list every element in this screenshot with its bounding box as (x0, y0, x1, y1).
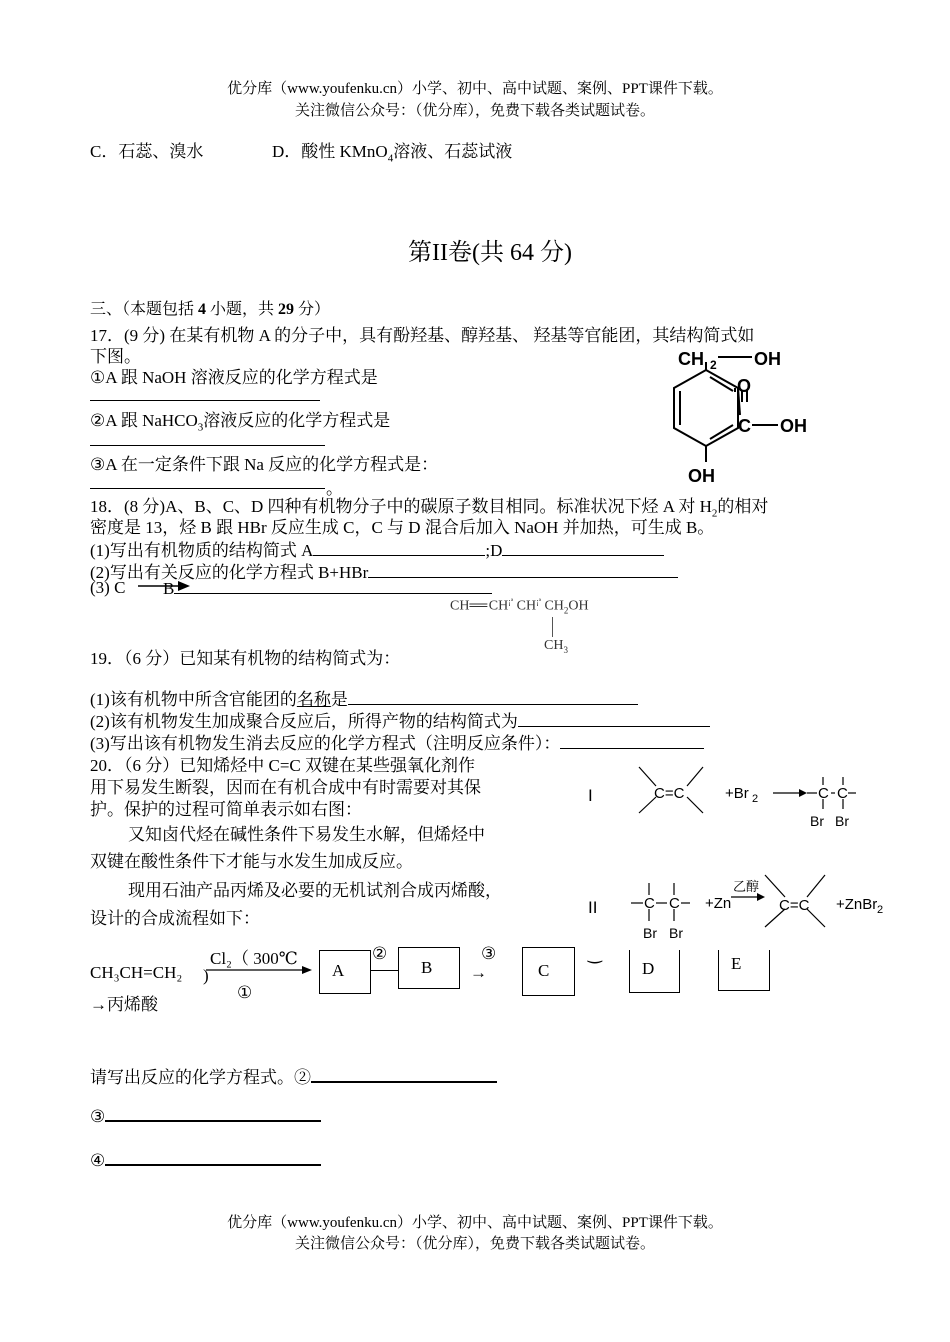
part-title: 第II卷(共 64 分) (408, 240, 572, 266)
q19-blank-3[interactable] (560, 733, 704, 749)
section-3-mid: 小题，共 (206, 301, 279, 318)
scheme-c4: C (669, 895, 680, 912)
q18-line-1-a: 18．(8 分)A、B、C、D 四种有机物分子中的碳原子数目相同。标准状况下烃 A 对 H (90, 497, 712, 516)
q17-item-3: ③A 在一定条件下跟 Na 反应的化学方程式是： (90, 455, 439, 474)
scheme-alkene-2: C=C (779, 897, 810, 914)
q19-branch-bond (552, 617, 553, 637)
header-line-2: 关注微信公众号：（优分库），免费下载各类试题试卷。 (294, 103, 655, 119)
q19-chi-1-sup: ¡ª (508, 597, 514, 606)
q20-ask-text: 请写出反应的化学方程式。② (90, 1068, 311, 1087)
q18-part-1-b: ;D (485, 541, 503, 560)
q19-ch3-sub: 3 (563, 644, 568, 655)
q18-part-2-text: (2)写出有关反应的化学方程式 B+HBr (90, 563, 369, 582)
q20-line-2: 用下易发生断裂，因而在有机合成中有时需要对其保 (90, 778, 481, 797)
q19-ch3-text: CH (544, 638, 564, 653)
flow-box-c-label: C (538, 961, 550, 980)
option-d-sub: 4 (387, 152, 394, 165)
scheme-br-1: Br (810, 813, 824, 829)
q18-part-3-a: (3) C (90, 578, 126, 597)
flow-box-a-label: A (332, 961, 345, 980)
flow-step-3: ③ (481, 944, 497, 963)
q17-line-1: 17．(9 分) 在某有机物 A 的分子中，具有酚羟基、醇羟基、 羟基等官能团，其结构简式如 (90, 326, 755, 345)
benzene-ring (674, 370, 738, 446)
section-3-count: 4 (198, 301, 207, 318)
q19-chi-1: CH (488, 598, 509, 614)
struct-oh-top: OH (754, 349, 781, 369)
flow-step-2: ② (372, 944, 388, 963)
q19-part-1-u: 名称 (296, 690, 331, 709)
struct-ch2-sub: 2 (710, 358, 717, 372)
q18-line-2: 密度是 13，烃 B 跟 HBr 反应生成 C，C 与 D 混合后加入 NaOH 并加热，可生成 B。 (90, 518, 715, 537)
q18-part-1-a: (1)写出有机物质的结构简式 A (90, 541, 314, 560)
option-d (272, 137, 512, 164)
q17-item-1: ①A 跟 NaOH 溶液反应的化学方程式是 (90, 368, 378, 387)
q19-formula: CH══ $CH^{¡ª}$ $CH^{¡ª}$ $CH_2OH$ (450, 597, 589, 616)
section-3-prefix: 三、（本题包括 (90, 301, 199, 318)
struct-ch2: CH (678, 349, 704, 369)
flow-box-d-label: D (642, 959, 655, 978)
q20-answer-3-num: ③ (90, 1107, 106, 1126)
scheme-plus-znbr2: +ZnBr (836, 896, 878, 913)
struct-o: O (737, 376, 752, 396)
flow-connector-ab (370, 970, 398, 971)
scheme-plus-zn: +Zn (705, 895, 732, 912)
q17-structure-diagram (640, 340, 870, 490)
q20-blank-2[interactable] (311, 1066, 497, 1083)
q17-blank-3[interactable] (90, 488, 325, 489)
q20-line-5: 双键在酸性条件下才能与水发生加成反应。 (90, 852, 413, 871)
q19-ch2oh-sub: 2 (563, 605, 569, 616)
flow-start: CH₃CH=CH₂ (90, 963, 183, 982)
q20-answer-4 (90, 1149, 321, 1171)
scheme-step-2: II (588, 898, 598, 917)
q20-blank-3[interactable] (105, 1105, 321, 1122)
q17-blank-2[interactable] (90, 445, 325, 446)
option-d-prefix: D．酸性 KMnO (272, 142, 388, 161)
option-c: C．石蕊、溴水 (90, 142, 204, 161)
flow-box-a (319, 950, 371, 994)
scheme-step-1: I (588, 786, 593, 805)
flow-end: →丙烯酸 (90, 995, 158, 1014)
q17-blank-1[interactable] (90, 400, 320, 401)
q18-blank-d[interactable] (502, 540, 664, 556)
footer-line-2: 关注微信公众号：（优分库），免费下载各类试题试卷。 (294, 1236, 655, 1252)
q20-line-3: 护。保护的过程可简单表示如右图： (90, 800, 362, 819)
q20-answer-3 (90, 1105, 321, 1127)
q20-answer-4-num: ④ (90, 1151, 106, 1170)
scheme-br-3: Br (643, 925, 657, 941)
q17-end-mark: 。 (326, 479, 343, 498)
scheme-br-4: Br (669, 925, 683, 941)
flow-box-e (718, 950, 770, 991)
scheme-alkene-1: C=C (654, 785, 685, 802)
q19-part-2-text: (2)该有机物发生加成聚合反应后，所得产物的结构简式为 (90, 712, 518, 731)
scheme-c3: C (644, 895, 655, 912)
flow-cl2: Cl₂（ 300℃ (210, 949, 298, 968)
flow-box-b-label: B (421, 958, 433, 977)
q20-ask (90, 1063, 497, 1088)
q18-blank-eq[interactable] (368, 562, 678, 578)
scheme-c1: C (818, 785, 829, 802)
q18-part-3 (90, 578, 125, 598)
q19-ch2oh-end: OH (568, 598, 589, 614)
header-line-1: 优分库（www.youfenku.cn）小学、初中、高中试题、案例、PPT课件下载。 (227, 81, 723, 97)
flow-box-d (629, 950, 680, 993)
q20-line-7: 设计的合成流程如下： (90, 909, 260, 928)
q19-part-1-a: (1)该有机物中所含官能团的 (90, 690, 297, 709)
q17-item-2-sub: 3 (197, 421, 204, 434)
scheme-plus-br2: +Br (725, 785, 749, 802)
q19-ch: CH (450, 598, 470, 614)
q17-item-2-a: ②A 跟 NaHCO (90, 411, 198, 430)
q20-line-1: 20．（6 分）已知烯烃中 C=C 双键在某些强氧化剂作 (90, 756, 476, 775)
q19-intro: 19．（6 分）已知某有机物的结构简式为： (90, 649, 401, 668)
struct-oh-right: OH (780, 416, 807, 436)
q17-item-2 (90, 406, 390, 433)
scheme-c2: C (837, 785, 848, 802)
q18-line-1-sub: 2 (711, 507, 718, 520)
q20-line-4: 又知卤代烃在碱性条件下易发生水解，但烯烃中 (128, 825, 485, 844)
q19-chi-2: CH (516, 598, 537, 614)
q19-part-3-text: (3)写出该有机物发生消去反应的化学方程式（注明反应条件）： (90, 734, 561, 753)
q18-blank-a[interactable] (313, 540, 485, 556)
scheme-ethanol: 乙醇 (733, 879, 760, 894)
option-d-suffix: 溶液、石蕊试液 (393, 142, 513, 161)
q19-part-1-b: 是 (330, 690, 348, 709)
q18-line-1-b: 的相对 (717, 497, 769, 516)
flow-box-b (398, 947, 460, 989)
section-3-score: 29 (278, 301, 295, 318)
q18-blank-cb[interactable] (174, 578, 492, 594)
q17-item-2-b: 溶液反应的化学方程式是 (203, 411, 391, 430)
flow-arrow-1-icon (206, 963, 316, 977)
flow-arrow-2: → (470, 963, 487, 982)
scheme-znbr2-sub: 2 (877, 904, 884, 916)
flow-step-1: ① (237, 983, 253, 1002)
scheme-br-2: Br (835, 813, 849, 829)
flow-box-e-label: E (731, 954, 742, 973)
q18-part-3-b-text: B (163, 579, 175, 598)
q19-blank-1[interactable] (348, 689, 638, 705)
q20-protection-scheme (585, 755, 895, 945)
q18-part-3-b (163, 578, 492, 599)
q20-line-6: 现用石油产品丙烯及必要的无机试剂合成丙烯酸， (128, 881, 502, 900)
q19-blank-2[interactable] (518, 711, 710, 727)
section-3-suffix: 分） (294, 301, 331, 318)
q17-line-2: 下图。 (90, 347, 141, 366)
flow-dash: ‿ (588, 944, 602, 963)
scheme-br2-sub: 2 (752, 793, 759, 805)
q19-ch2oh: CH (544, 598, 564, 614)
flow-box-c (522, 947, 575, 996)
section-3-heading (90, 296, 330, 319)
footer-line-1: 优分库（www.youfenku.cn）小学、初中、高中试题、案例、PPT课件下载。 (227, 1215, 723, 1231)
q19-chi-2-sup: ¡ª (536, 597, 541, 606)
struct-c: C (738, 416, 751, 436)
q20-blank-4[interactable] (105, 1149, 321, 1166)
struct-oh-bottom: OH (688, 466, 715, 486)
q19-ch3 (544, 638, 568, 655)
flow-paren: ) (203, 966, 209, 985)
